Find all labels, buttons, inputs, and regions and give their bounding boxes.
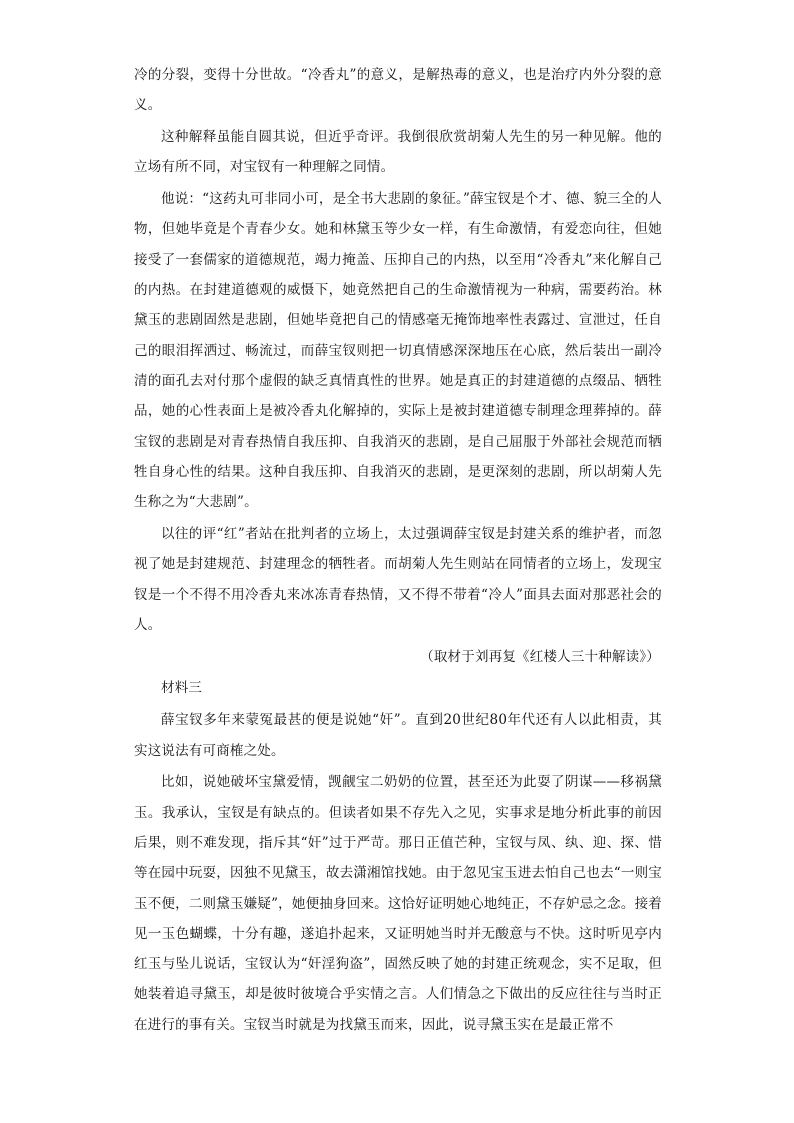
document-body bbox=[134, 60, 662, 1042]
paragraph-critics-comparison: 以往的评“红”者站在批判者的立场上，太过强调薛宝钗是封建关系的维护者，而忽视了她是封建规范、封建理念的牺牲者。而胡菊人先生则站在同情者的立场上，发现宝钗是一个不得不用冷香丸来冰冻青春热情，又不得不带着“冷人”面具去面对那恶社会的人。 bbox=[134, 525, 662, 633]
paragraph-material-three-analysis: 比如，说她破坏宝黛爱情，觊觎宝二奶奶的位置，甚至还为此耍了阴谋——移祸黛玉。我承认，宝钗是有缺点的。但读者如果不存先入之见，实事求是地分析此事的前因后果，则不难发现，指斥其“奸”过于严苛。那日正值芒种，宝钗与凤、纨、迎、探、惜等在园中玩耍，因独不见黛玉，故去潇湘馆找她。由于忽见宝玉进去怕自己也去“一则宝玉不便，二则黛玉嫌疑”，她便抽身回来。这恰好证明她心地纯正，不存妒忌之念。接着见一玉色蝴蝶，十分有趣，遂追扑起来，又证明她当时并无酸意与不快。这时听见亭内红玉与坠儿说话，宝钗认为“奸淫狗盗”，固然反映了她的封建正统观念，实不足取，但她装着追寻黛玉，却是彼时彼境合乎实情之言。人们情急之下做出的反应往往与当时正在进行的事有关。宝钗当时就是为找黛玉而来，因此，说寻黛玉实在是最正常不 bbox=[134, 774, 662, 1033]
paragraph-hu-juren-view: 他说：“这药丸可非同小可，是全书大悲剧的象征。”薛宝钗是个才、德、貌三全的人物，但她毕竟是个青春少女。她和林黛玉等少女一样，有生命激情，有爱恋向往，但她接受了一套儒家的道德规范，竭力掩盖、压抑自己的内热，以至用“冷香丸”来化解自己的内热。在封建道德观的威慑下，她竟然把自己的生命激情视为一种病，需要药治。林黛玉的悲剧固然是悲剧，但她毕竟把自己的情感毫无掩饰地率性表露过、宣泄过，任自己的眼泪挥洒过、畅流过，而薛宝钗则把一切真情感深深地压在心底，然后装出一副冷清的面孔去对付那个虚假的缺乏真情真性的世界。她是真正的封建道德的点缀品、牺牲品，她的心性表面上是被冷香丸化解掉的，实际上是被封建道德专制理念理葬掉的。薛宝钗的悲剧是对青春热情自我压抑、自我消灭的悲剧，是自己屈服于外部社会规范而牺牲自身心性的结果。这种自我压抑、自我消灭的悲剧，是更深刻的悲剧，所以胡菊人先生称之为“大悲剧”。 bbox=[134, 191, 662, 511]
paragraph-intro-continuation: 冷的分裂，变得十分世故。“冷香丸”的意义，是解热毒的意义，也是治疗内外分裂的意义。 bbox=[134, 67, 662, 114]
paragraph-material-three-intro: 薛宝钗多年来蒙冤最甚的便是说她“奸”。直到20世纪80年代还有人以此相责，其实这说法有可商榷之处。 bbox=[134, 712, 662, 759]
section-label-material-three: 材料三 bbox=[161, 680, 203, 697]
paragraph-interpretation-comment: 这种解释虽能自圆其说，但近乎奇评。我倒很欣赏胡菊人先生的另一种见解。他的立场有所不同，对宝钗有一种理解之同情。 bbox=[134, 129, 662, 176]
source-citation: （取材于刘再复《红楼人三十种解读》） bbox=[420, 648, 660, 665]
